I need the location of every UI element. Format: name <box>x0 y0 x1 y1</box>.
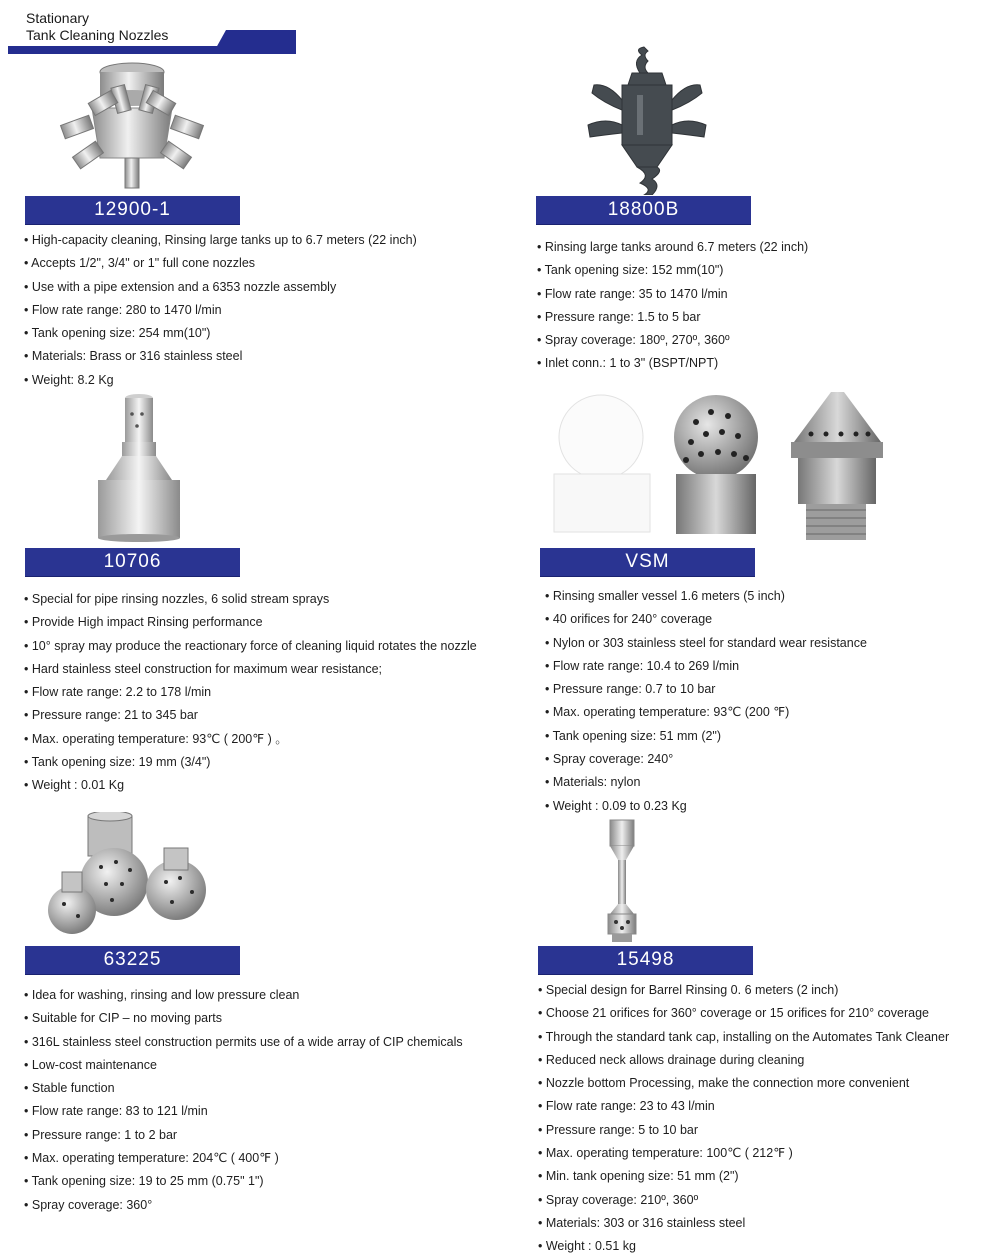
spec-item: • Materials: Brass or 316 stainless steel <box>24 345 417 368</box>
spec-item: • Flow rate range: 10.4 to 269 l/min <box>545 655 867 678</box>
spec-item: • Use with a pipe extension and a 6353 nozzle assembly <box>24 276 417 299</box>
spec-item: • Pressure range: 21 to 345 bar <box>24 704 477 727</box>
spec-item: • Rinsing smaller vessel 1.6 meters (5 inch) <box>545 585 867 608</box>
nozzle-12900-1-image <box>52 58 212 193</box>
spec-item: • Flow rate range: 280 to 1470 l/min <box>24 299 417 322</box>
spec-item: • Pressure range: 1 to 2 bar <box>24 1124 463 1147</box>
nozzle-vsm-image <box>546 392 886 542</box>
spec-item: • Pressure range: 0.7 to 10 bar <box>545 678 867 701</box>
spec-item: • Special design for Barrel Rinsing 0. 6 meters (2 inch) <box>538 979 949 1002</box>
spec-item: • Max. operating temperature: 204℃ ( 400℉ ) <box>24 1147 463 1170</box>
spec-item: • Accepts 1/2", 3/4" or 1" full cone nozzles <box>24 252 417 275</box>
spec-item: • Tank opening size: 19 to 25 mm (0.75" 1") <box>24 1170 463 1193</box>
nozzle-10706-image <box>92 392 187 542</box>
spec-list-10706 <box>24 588 477 798</box>
spec-item: • Spray coverage: 210º, 360º <box>538 1189 949 1212</box>
spec-item: • Reduced neck allows drainage during cleaning <box>538 1049 949 1072</box>
spec-item: • Tank opening size: 254 mm(10") <box>24 322 417 345</box>
spec-item: • Stable function <box>24 1077 463 1100</box>
spec-item: • Weight : 0.01 Kg <box>24 774 477 797</box>
model-label-vsm: VSM <box>540 548 755 576</box>
spec-list-12900-1 <box>24 229 417 392</box>
spec-item: • Hard stainless steel construction for maximum wear resistance; <box>24 658 477 681</box>
header-underline <box>8 46 296 54</box>
spec-item: • Tank opening size: 51 mm (2") <box>545 725 867 748</box>
spec-item: • Pressure range: 5 to 10 bar <box>538 1119 949 1142</box>
spec-item: • Tank opening size: 152 mm(10") <box>537 259 808 282</box>
spec-item: • Special for pipe rinsing nozzles, 6 solid stream sprays <box>24 588 477 611</box>
spec-item: • Materials: 303 or 316 stainless steel <box>538 1212 949 1235</box>
spec-item: • Min. tank opening size: 51 mm (2") <box>538 1165 949 1188</box>
spec-item: • Spray coverage: 360° <box>24 1194 463 1217</box>
spec-item: • Low-cost maintenance <box>24 1054 463 1077</box>
spec-item: • High-capacity cleaning, Rinsing large tanks up to 6.7 meters (22 inch) <box>24 229 417 252</box>
spec-item: • Spray coverage: 180º, 270º, 360º <box>537 329 808 352</box>
nozzle-15498-image <box>598 818 646 948</box>
spec-item: • Flow rate range: 23 to 43 l/min <box>538 1095 949 1118</box>
spec-item: • Weight : 0.51 kg <box>538 1235 949 1258</box>
model-label-15498: 15498 <box>538 946 753 974</box>
spec-item: • Choose 21 orifices for 360° coverage or 15 orifices for 210° coverage <box>538 1002 949 1025</box>
spec-item: • Flow rate range: 2.2 to 178 l/min <box>24 681 477 704</box>
header-title-line1: Stationary <box>26 10 90 26</box>
spec-item: • Rinsing large tanks around 6.7 meters (22 inch) <box>537 236 808 259</box>
spec-list-15498 <box>538 979 949 1259</box>
nozzle-18800b-image <box>582 45 712 195</box>
spec-item: • Suitable for CIP – no moving parts <box>24 1007 463 1030</box>
spec-item: • 316L stainless steel construction permits use of a wide array of CIP chemicals <box>24 1031 463 1054</box>
spec-item: • 40 orifices for 240° coverage <box>545 608 867 631</box>
spec-item: • Nozzle bottom Processing, make the connection more convenient <box>538 1072 949 1095</box>
spec-list-63225 <box>24 984 463 1217</box>
spec-item: • Max. operating temperature: 93℃ ( 200℉ ) 。 <box>24 728 477 751</box>
spec-item: • Provide High impact Rinsing performance <box>24 611 477 634</box>
spec-item: • Weight : 0.09 to 0.23 Kg <box>545 795 867 818</box>
spec-item: • Inlet conn.: 1 to 3" (BSPT/NPT) <box>537 352 808 375</box>
spec-item: • Max. operating temperature: 93℃ (200 ℉) <box>545 701 867 724</box>
nozzle-63225-image <box>46 812 211 942</box>
spec-item: • Idea for washing, rinsing and low pressure clean <box>24 984 463 1007</box>
model-label-63225: 63225 <box>25 946 240 974</box>
model-label-12900-1: 12900-1 <box>25 196 240 224</box>
spec-item: • Flow rate range: 35 to 1470 l/min <box>537 283 808 306</box>
spec-item: • Through the standard tank cap, installing on the Automates Tank Cleaner <box>538 1026 949 1049</box>
spec-item: • 10° spray may produce the reactionary force of cleaning liquid rotates the nozzle <box>24 635 477 658</box>
spec-item: • Materials: nylon <box>545 771 867 794</box>
spec-item: • Nylon or 303 stainless steel for standard wear resistance <box>545 632 867 655</box>
spec-list-vsm <box>545 585 867 818</box>
spec-item: • Flow rate range: 83 to 121 l/min <box>24 1100 463 1123</box>
spec-item: • Pressure range: 1.5 to 5 bar <box>537 306 808 329</box>
page-header <box>8 8 296 56</box>
spec-item: • Spray coverage: 240° <box>545 748 867 771</box>
model-label-18800b: 18800B <box>536 196 751 224</box>
spec-item: • Weight: 8.2 Kg <box>24 369 417 392</box>
spec-item: • Tank opening size: 19 mm (3/4") <box>24 751 477 774</box>
model-label-10706: 10706 <box>25 548 240 576</box>
spec-item: • Max. operating temperature: 100℃ ( 212℉ ) <box>538 1142 949 1165</box>
header-title-line2: Tank Cleaning Nozzles <box>26 27 169 43</box>
spec-list-18800b <box>537 236 808 376</box>
